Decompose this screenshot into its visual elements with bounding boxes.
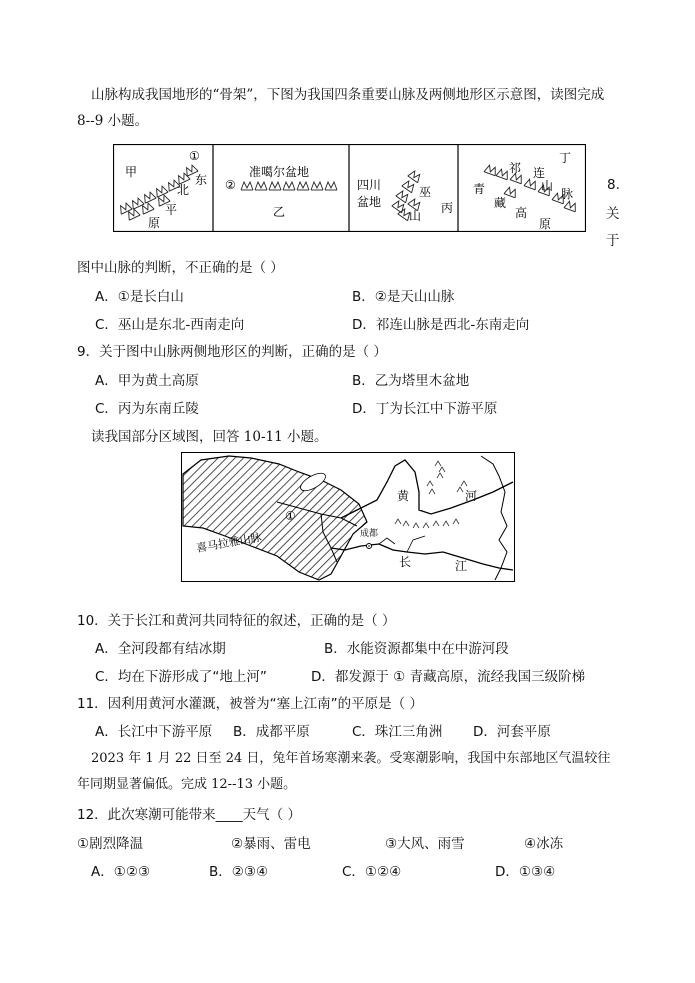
q12-option-a[interactable]: A．①②③ (91, 864, 151, 880)
passage-line-1: 2023 年 1 月 22 日至 24 日，兔年首场寒潮来袭。受寒潮影响，我国中东部地区气温较往 (91, 751, 611, 766)
p4-zang: 藏 (494, 196, 507, 210)
p4-gao: 高 (515, 206, 528, 220)
q12-item-4: ④冰冻 (524, 836, 564, 852)
map-chang: 长 (399, 555, 412, 569)
q10-option-c[interactable]: C．均在下游形成了“地上河” (95, 669, 267, 685)
p3-sichuan: 四川 (357, 178, 382, 192)
p4-qi: 祁 (509, 161, 522, 175)
q12-item-2: ②暴雨、雷电 (231, 836, 311, 852)
passage-line-2: 年同期显著偏低。完成 12--13 小题。 (77, 777, 297, 792)
p1-jia: 甲 (125, 165, 138, 179)
q8-option-d[interactable]: D．祁连山脉是西北-东南走向 (352, 317, 530, 333)
p3-pendi: 盆地 (357, 195, 382, 209)
p2-yi: 乙 (273, 205, 286, 219)
q9-option-b[interactable]: B．乙为塔里木盆地 (352, 373, 470, 389)
q9-option-d[interactable]: D．丁为长江中下游平原 (352, 401, 498, 417)
q8-option-b[interactable]: B．②是天山山脉 (352, 289, 455, 305)
q11-option-c[interactable]: C．珠江三角洲 (352, 724, 443, 740)
map-huang: 黄 (397, 489, 410, 503)
p2-circle: ② (225, 178, 236, 192)
p1-circle: ① (189, 149, 200, 163)
q11-option-d[interactable]: D．河套平原 (473, 724, 551, 740)
intro-line-1: 山脉构成我国地形的“骨架”，下图为我国四条重要山脉及两侧地形区示意图，读图完成 (91, 87, 605, 103)
q11-option-a[interactable]: A．长江中下游平原 (95, 724, 213, 740)
p1-ping: 平 (165, 203, 178, 217)
q8-side-guan: 关 (606, 206, 620, 222)
q12-option-b[interactable]: B．②③④ (209, 864, 269, 880)
p3-wu: 巫 (419, 185, 432, 199)
q9-option-a[interactable]: A．甲为黄土高原 (95, 373, 199, 389)
map-jiang: 江 (455, 559, 468, 573)
q8-option-c[interactable]: C．巫山是东北-西南走向 (95, 317, 245, 333)
mountain-diagram (113, 144, 586, 232)
intro-line-2: 8--9 小题。 (77, 113, 149, 129)
q10-stem: 10．关于长江和黄河共同特征的叙述，正确的是（ ） (77, 613, 396, 629)
p4-lian: 连 (533, 166, 546, 180)
q12-option-c[interactable]: C．①②④ (342, 864, 402, 880)
q9-stem: 9．关于图中山脉两侧地形区的判断，正确的是（ ） (77, 344, 387, 360)
q10-option-a[interactable]: A．全河段都有结冰期 (95, 641, 226, 657)
q10-option-d[interactable]: D．都发源于 ① 青藏高原，流经我国三级阶梯 (311, 669, 586, 685)
q9-option-c[interactable]: C．丙为东南丘陵 (95, 401, 199, 417)
p3-bing: 丙 (441, 201, 454, 215)
map-chengdu: 成都 (360, 529, 379, 539)
p4-yuan: 原 (539, 217, 552, 231)
q11-stem: 11．因利用黄河水灌溉，被誉为“塞上江南”的平原是（ ） (77, 696, 423, 712)
map-he: 河 (465, 489, 478, 503)
map-intro: 读我国部分区域图，回答 10-11 小题。 (91, 429, 328, 445)
q12-stem: 12．此次寒潮可能带来____天气（ ） (77, 807, 301, 823)
region-map (181, 452, 515, 582)
q12-item-3: ③大风、雨雪 (385, 836, 465, 852)
p2-basin: 准噶尔盆地 (249, 165, 310, 179)
p4-mai: 脉 (561, 187, 574, 201)
q11-option-b[interactable]: B．成都平原 (233, 724, 310, 740)
p1-bei: 北 (177, 183, 190, 197)
p1-yuan: 原 (148, 216, 161, 230)
q12-item-1: ①剧烈降温 (77, 836, 144, 852)
q10-option-b[interactable]: B．水能资源都集中在中游河段 (324, 641, 509, 657)
p4-shan: 山 (541, 179, 554, 193)
q8-side-yu: 于 (606, 233, 620, 249)
q12-option-d[interactable]: D．①③④ (495, 864, 556, 880)
p3-shan: 山 (409, 209, 422, 223)
map-himalaya: 喜马拉雅山脉 (195, 530, 263, 555)
p1-dong: 东 (195, 173, 208, 187)
map-circle: ① (285, 509, 296, 523)
p4-ding: 丁 (559, 151, 572, 165)
q8-stem: 图中山脉的判断，不正确的是（ ） (77, 260, 284, 276)
q8-option-a[interactable]: A．①是长白山 (95, 289, 184, 305)
p4-qing: 青 (473, 182, 486, 196)
q8-side-number: 8. (607, 177, 620, 193)
